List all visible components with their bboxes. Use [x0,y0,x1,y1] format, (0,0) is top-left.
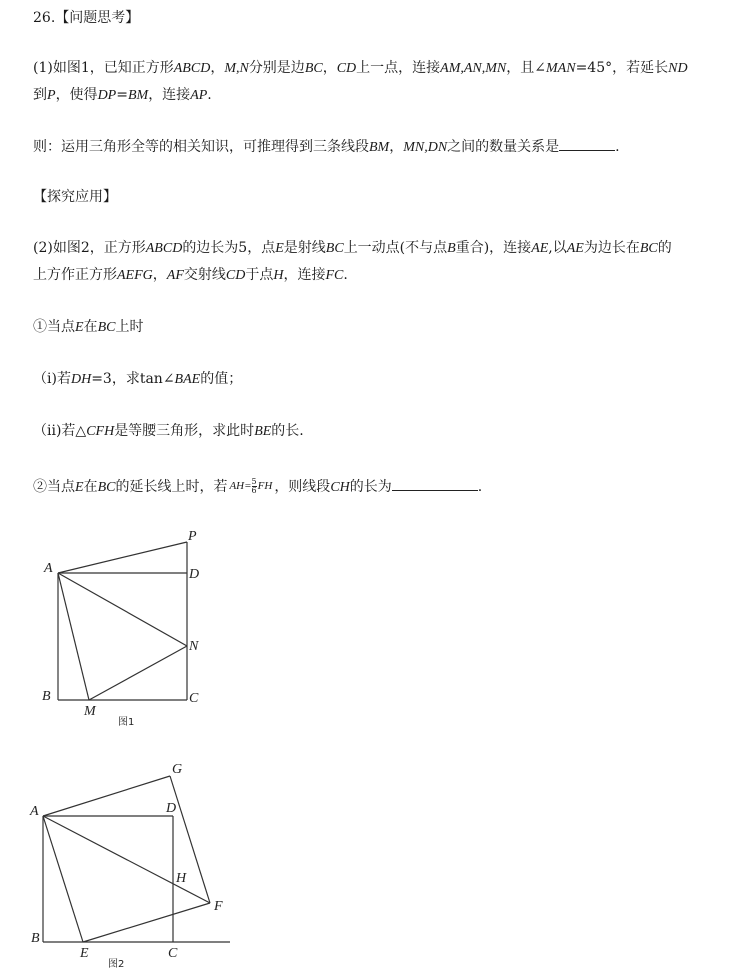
fig2-label-H: H [176,871,187,886]
fig2-segment-AF [43,816,210,903]
fig2-segment-AE [43,816,83,942]
fraction-expression: AH= $\frac{5}{6}$ FH [229,476,273,495]
fig1-label-M: M [84,704,96,719]
fig2-segment-EF [83,903,210,942]
fig1-label-P: P [188,529,197,544]
part1-line2: 到P，使得DP=BM，连接AP. [33,87,212,103]
fraction-denominator: 6 [251,485,257,495]
fig1-segment-MN [89,646,187,700]
fig2-label-D: D [166,801,177,816]
fig2-segment-AG [43,776,170,816]
figure-2 [43,776,230,942]
fig1-label-B: B [42,689,51,704]
subquestion-ii: （ii)若△CFH是等腰三角形，求此时BE的长. [33,423,304,439]
fig2-caption: 图2 [108,959,125,970]
fig2-label-B: B [31,931,40,946]
fig1-label-A: A [44,561,53,576]
fig1-caption: 图1 [118,717,135,728]
part2-line2: 上方作正方形AEFG，AF交射线CD于点H，连接FC. [33,267,348,283]
part1-line1: (1)如图1，已知正方形ABCD，M,N分别是边BC，CD上一点，连接AM,AN,MN，且∠MAN=45°，若延长ND [33,60,688,76]
fig1-segment-AM [58,573,89,700]
fig2-label-C: C [168,946,178,961]
case1-title: ①当点E在BC上时 [33,319,144,335]
figure-1 [58,542,187,700]
case2-line: ②当点E在BC的延长线上时，若 AH= $\frac{5}{6}$ FH ，则线段CH的长为 . [33,476,483,495]
fig1-label-N: N [189,639,199,654]
fig2-label-A: A [30,804,39,819]
fig1-segment-AP [58,542,187,573]
subquestion-i: （i)若DH=3，求tan∠BAE的值； [33,371,243,387]
section-title: 【探究应用】 [33,189,117,205]
part1-question: 则：运用三角形全等的相关知识，可推理得到三条线段BM，MN,DN之间的数量关系是 . [33,136,620,158]
fig2-label-E: E [80,946,89,961]
fig1-label-C: C [189,691,199,706]
fig2-label-G: G [172,762,183,777]
fig1-segment-AN [58,573,187,646]
fig2-label-F: F [214,899,223,914]
problem-header: 26.【问题思考】 [33,10,140,26]
part2-line1: (2)如图2，正方形ABCD的边长为5，点E是射线BC上一动点(不与点B重合)，连接AE,以AE为边长在BC的 [33,240,672,256]
fig1-label-D: D [189,567,200,582]
fraction-numerator: 5 [251,476,257,486]
